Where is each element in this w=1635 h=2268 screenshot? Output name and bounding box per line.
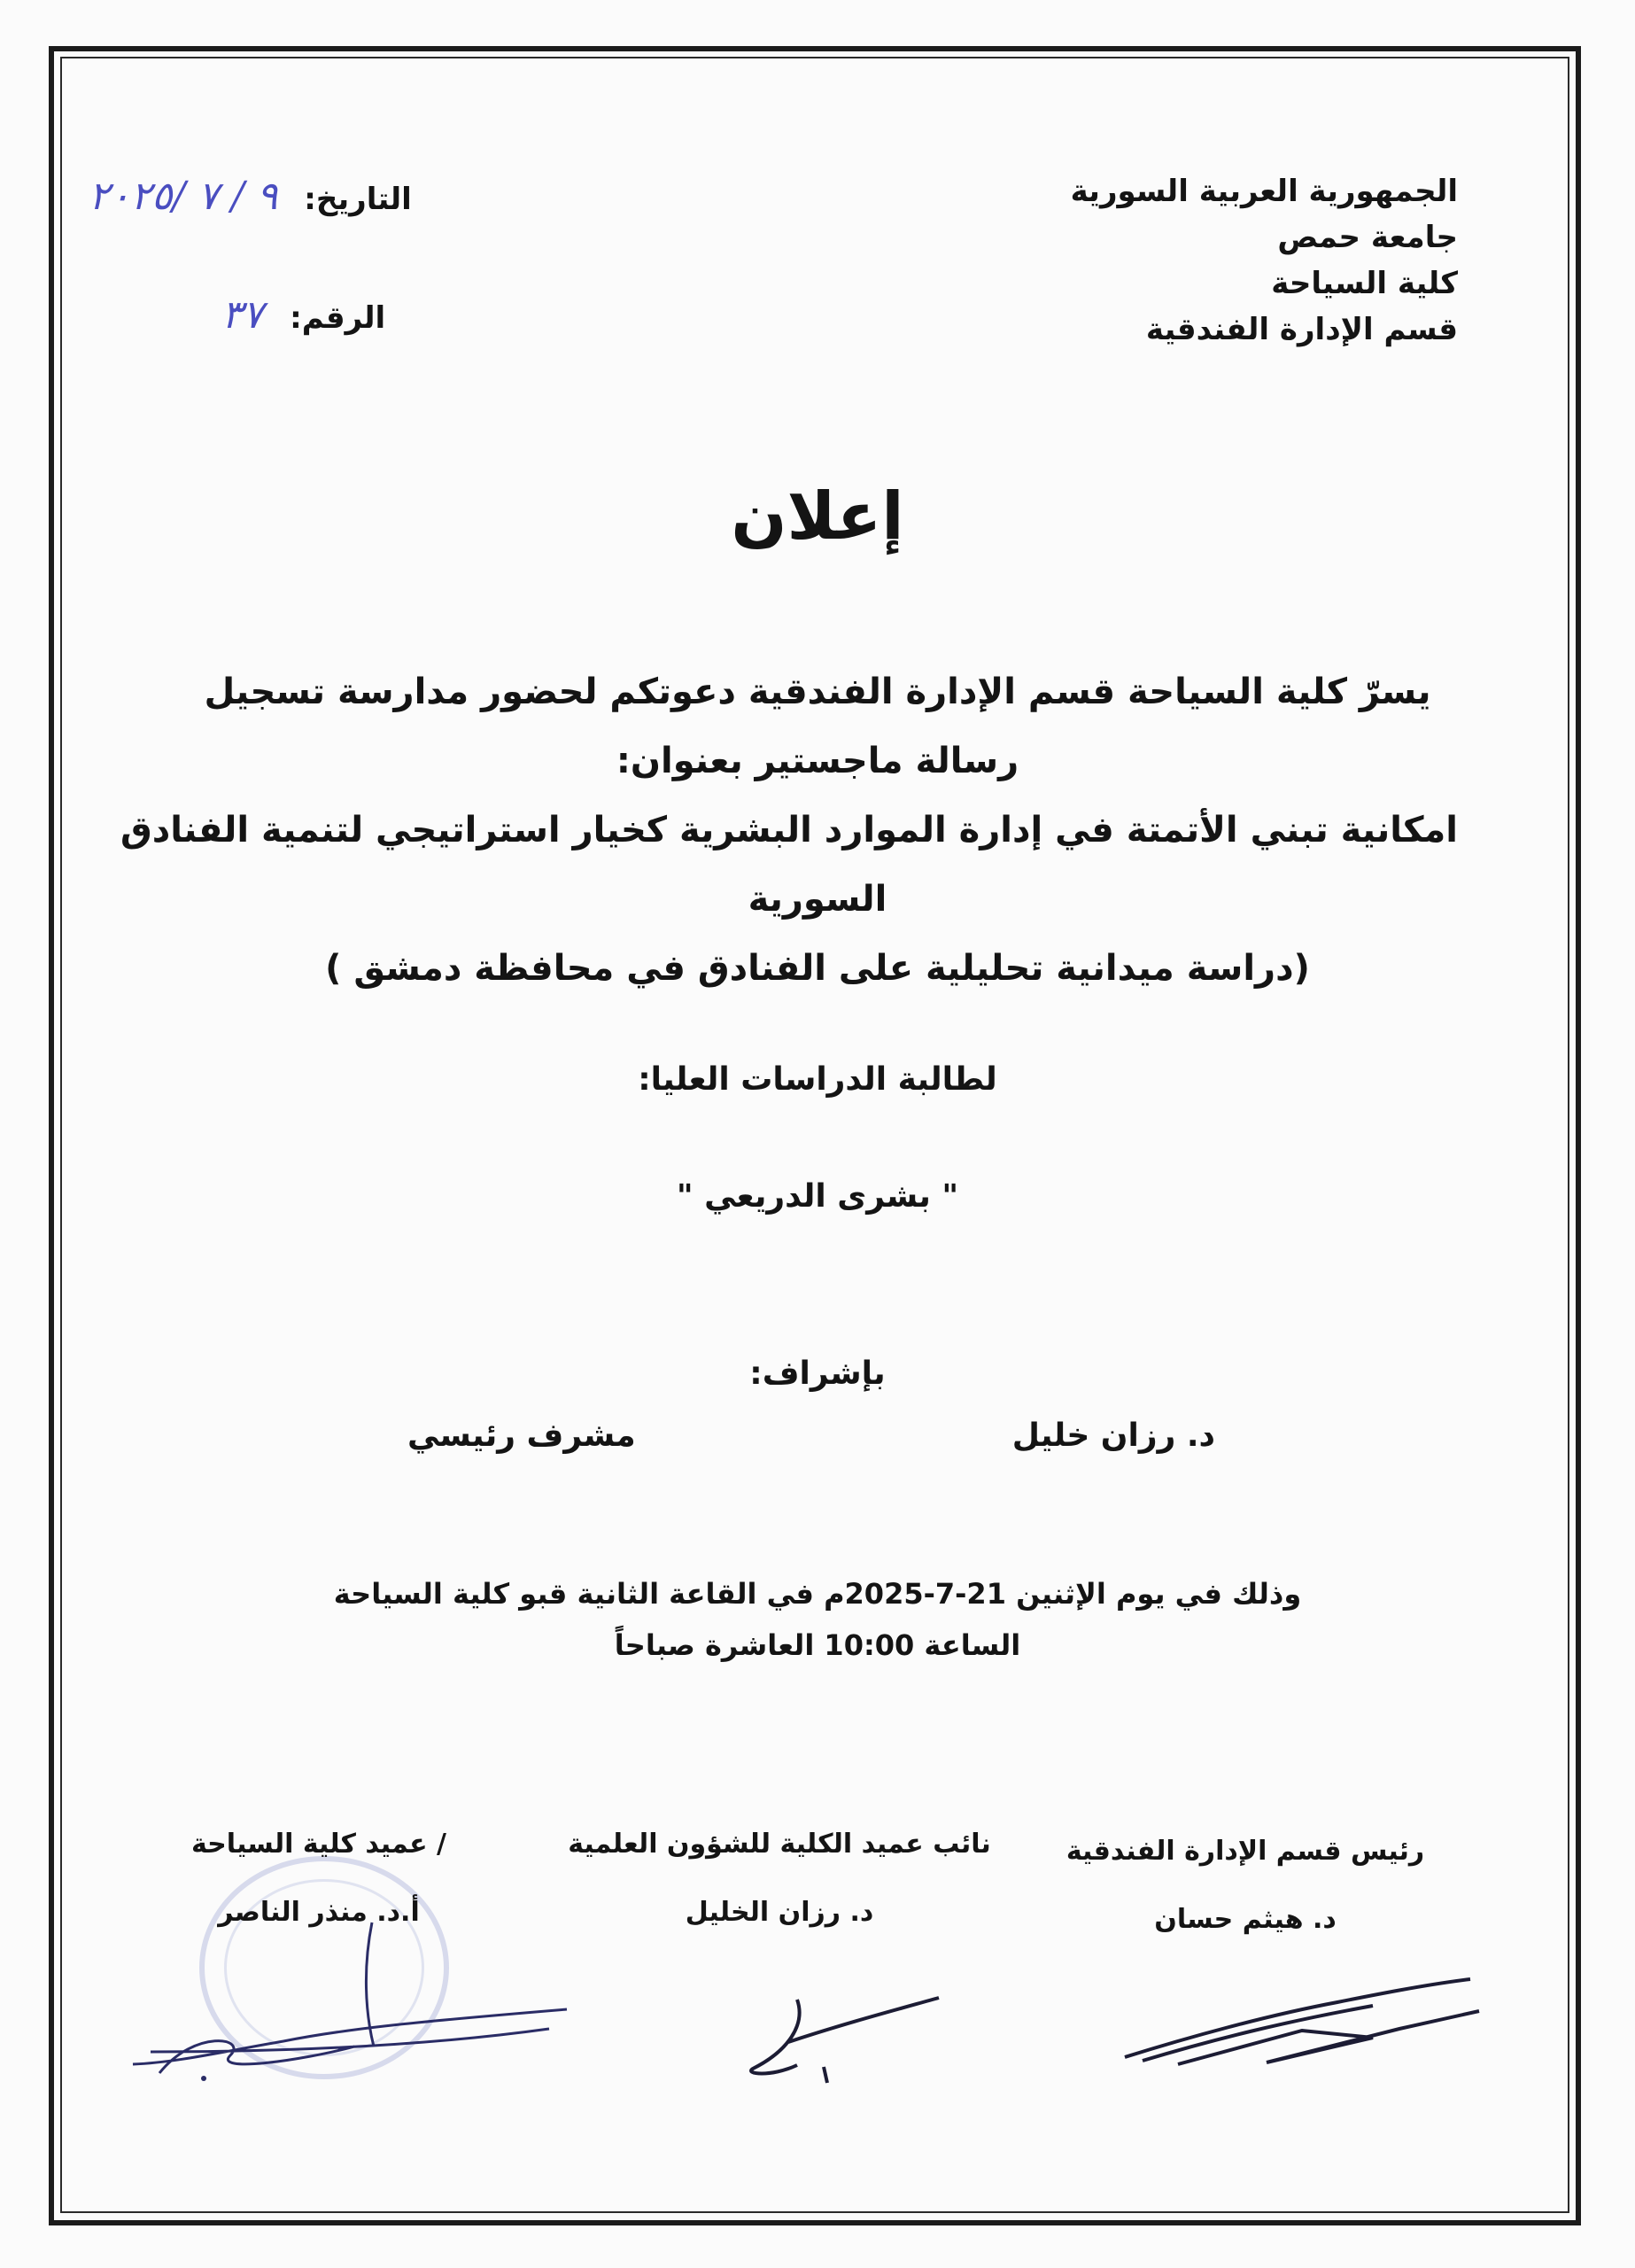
- page-title: إعلان: [731, 478, 904, 555]
- thesis-subtitle: (دراسة ميدانية تحليلية على الفنادق في محافظة دمشق ): [325, 948, 1310, 989]
- handwritten-signature-vice-dean: [726, 1980, 957, 2086]
- signatory-role: رئيس قسم الإدارة الفندقية: [1065, 1836, 1425, 1867]
- signatory-name: أ.د. منذر الناصر: [218, 1897, 420, 1928]
- supervision-label: بإشراف:: [749, 1355, 886, 1392]
- date-value: ٩ / ٧ /٢٠٢٥: [89, 174, 278, 219]
- letterhead-faculty: كلية السياحة: [1271, 266, 1458, 301]
- signatory-role: / عميد كلية السياحة: [190, 1829, 446, 1860]
- letterhead: [997, 168, 1458, 353]
- signature-block-vice-dean: [567, 1829, 992, 1928]
- handwritten-signature-dean: [124, 1896, 585, 2091]
- signatory-name: د. هيثم حسان: [1154, 1904, 1337, 1935]
- event-details-line-1: وذلك في يوم الإثنين 21-7-2025م في القاعة الثانية قبو كلية السياحة: [333, 1577, 1302, 1611]
- signatory-role: نائب عميد الكلية للشؤون العلمية: [568, 1829, 991, 1860]
- event-details-line-2: الساعة 10:00 العاشرة صباحاً: [614, 1628, 1021, 1662]
- number-value: ٣٧: [221, 292, 264, 338]
- supervisor-name: د. رزان خليل: [1011, 1418, 1215, 1454]
- date-row: [89, 174, 412, 219]
- student-label: لطالبة الدراسات العليا:: [638, 1061, 997, 1098]
- handwritten-signature-department-head: [1107, 1976, 1488, 2073]
- date-label: التاريخ:: [304, 182, 412, 217]
- letterhead-country: الجمهورية العربية السورية: [1070, 174, 1458, 209]
- signature-block-department-head: [1033, 1836, 1458, 1935]
- supervisor-role: مشرف رئيسي: [407, 1418, 636, 1454]
- body-line-1: يسرّ كلية السياحة قسم الإدارة الفندقية دعوتكم لحضور مدارسة تسجيل: [204, 672, 1431, 712]
- number-label: الرقم:: [290, 300, 386, 336]
- thesis-title-line-1: امكانية تبني الأتمتة في إدارة الموارد البشرية كخيار استراتيجي لتنمية الفنادق: [120, 810, 1458, 850]
- letterhead-department: قسم الإدارة الفندقية: [1145, 312, 1458, 347]
- thesis-title-line-2: السورية: [748, 879, 887, 920]
- number-row: [221, 292, 385, 338]
- student-name: " بشرى الدريعي ": [676, 1178, 959, 1215]
- body-line-2: رسالة ماجستير بعنوان:: [616, 741, 1019, 781]
- signatory-name: د. رزان الخليل: [685, 1897, 874, 1928]
- announcement-body: [120, 657, 1458, 1003]
- letterhead-university: جامعة حمص: [1277, 220, 1458, 255]
